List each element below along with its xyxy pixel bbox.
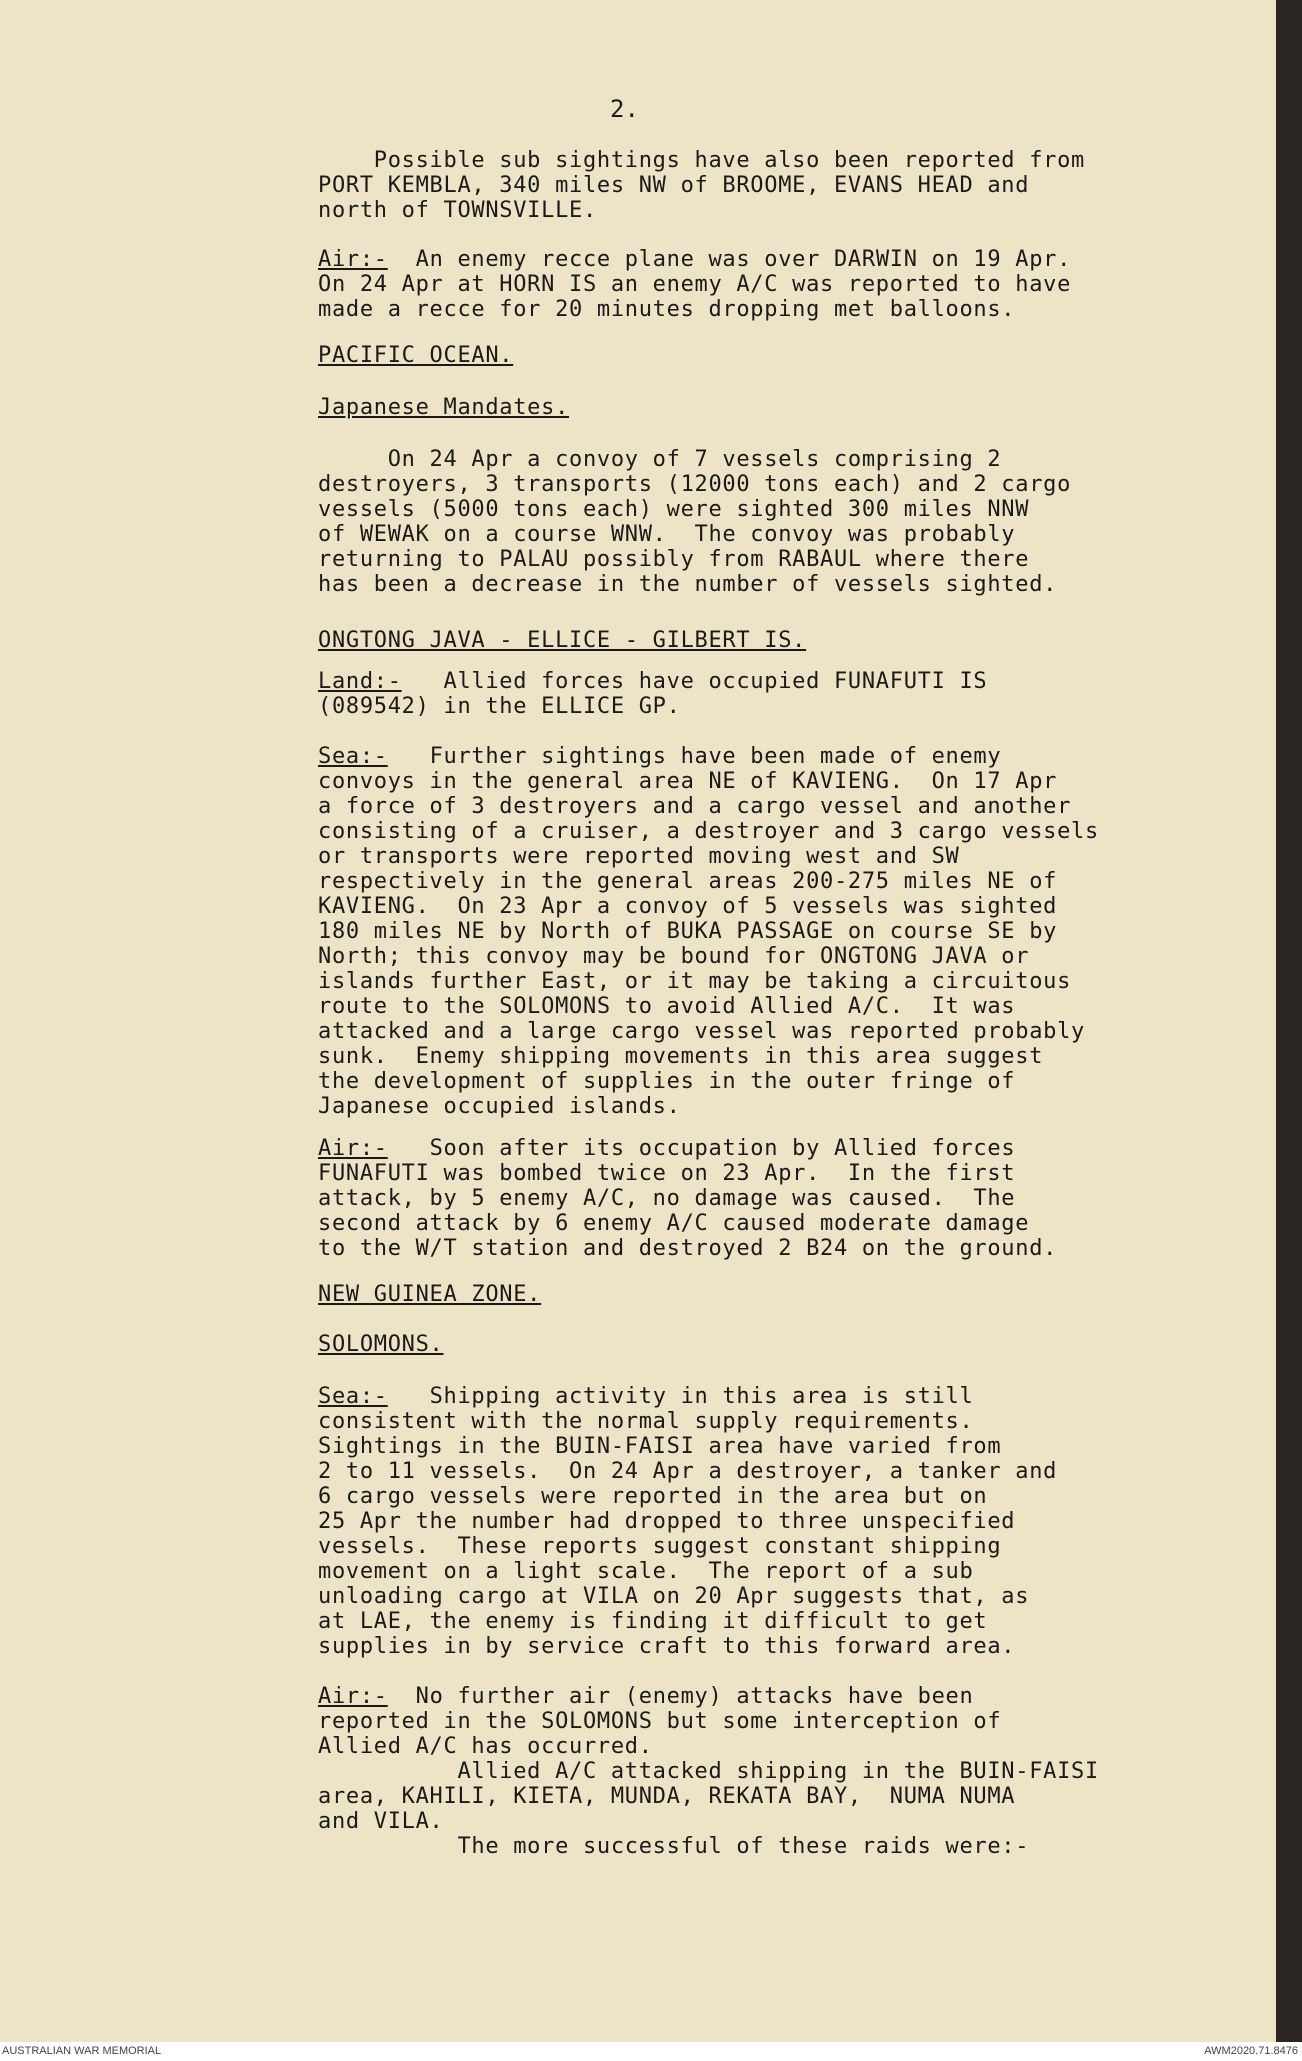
line-text: 180 miles NE by North of BUKA PASSAGE on course SE by: [318, 919, 1058, 944]
heading-text: PACIFIC OCEAN.: [318, 343, 514, 368]
paragraph: [318, 744, 1178, 1119]
paragraph-line: [318, 1509, 1178, 1534]
paragraph-line: [318, 1709, 1178, 1734]
line-text: KAVIENG. On 23 Apr a convoy of 5 vessels was sighted: [318, 894, 1058, 919]
paragraph-line: [318, 1211, 1178, 1236]
paragraph-line: [318, 1384, 1178, 1409]
line-text: Japanese occupied islands.: [318, 1094, 681, 1119]
paragraph-line: [318, 1409, 1178, 1434]
footer-accession-number: AWM2020.71.8476: [1204, 2045, 1298, 2057]
section-heading: [318, 1332, 1178, 1357]
paragraph-line: [318, 1136, 1178, 1161]
line-text: attack, by 5 enemy A/C, no damage was caused. The: [318, 1186, 1016, 1211]
section-heading: [318, 1282, 1178, 1307]
paragraph-line: [318, 794, 1178, 819]
paragraph-line: [318, 994, 1178, 1019]
line-text: FUNAFUTI was bombed twice on 23 Apr. In the first: [318, 1161, 1016, 1186]
paragraph-line: [318, 1759, 1178, 1784]
paragraph-line: [318, 1019, 1178, 1044]
paragraph-line: [318, 272, 1178, 297]
paragraph: [318, 1384, 1178, 1659]
paragraph-line: [318, 1834, 1178, 1859]
paragraph-line: [318, 894, 1178, 919]
line-text: and VILA.: [318, 1809, 444, 1834]
page-edge-shadow: [1276, 0, 1302, 2042]
paragraph-line: [318, 919, 1178, 944]
paragraph-line: [318, 1584, 1178, 1609]
line-text: North; this convoy may be bound for ONGTONG JAVA or: [318, 944, 1030, 969]
paragraph: [318, 1136, 1178, 1261]
line-text: or transports were reported moving west and SW: [318, 844, 960, 869]
paragraph-line: [318, 1094, 1178, 1119]
paragraph-line: [318, 1069, 1178, 1094]
paragraph-line: [318, 173, 1178, 198]
paragraph-line: [318, 944, 1178, 969]
paragraph-line: [318, 472, 1178, 497]
line-text: consisting of a cruiser, a destroyer and 3 cargo vessels: [318, 819, 1099, 844]
paragraph-line: [318, 1484, 1178, 1509]
footer: [0, 2042, 1302, 2061]
paragraph-line: [318, 1459, 1178, 1484]
line-text: reported in the SOLOMONS but some interception of: [318, 1709, 1002, 1734]
line-text: islands further East, or it may be taking a circuitous: [318, 969, 1072, 994]
paragraph-line: [318, 1559, 1178, 1584]
page-number: 2.: [610, 95, 639, 123]
paragraph-line: [318, 1186, 1178, 1211]
paragraph-line: [318, 819, 1178, 844]
line-text: vessels. These reports suggest constant shipping: [318, 1534, 1002, 1559]
heading-text: Japanese Mandates.: [318, 395, 570, 420]
line-text: the development of supplies in the outer fringe of: [318, 1069, 1016, 1094]
line-text: supplies in by service craft to this forward area.: [318, 1634, 1016, 1659]
paragraph-line: [318, 297, 1178, 322]
line-text: sunk. Enemy shipping movements in this area suggest: [318, 1044, 1044, 1069]
paragraph-line: [318, 1236, 1178, 1261]
line-text: Soon after its occupation by Allied forces: [387, 1136, 1016, 1161]
heading-text: NEW GUINEA ZONE.: [318, 1282, 542, 1307]
line-text: to the W/T station and destroyed 2 B24 on the ground.: [318, 1236, 1058, 1261]
line-text: second attack by 6 enemy A/C caused moderate damage: [318, 1211, 1030, 1236]
line-text: Further sightings have been made of enemy: [387, 744, 1002, 769]
paragraph-label: Sea:-: [318, 744, 388, 769]
line-text: at LAE, the enemy is finding it difficult to get: [318, 1609, 988, 1634]
paragraph-line: [318, 148, 1178, 173]
line-text: has been a decrease in the number of vessels sighted.: [318, 572, 1058, 597]
line-text: On 24 Apr a convoy of 7 vessels comprising 2: [318, 447, 1002, 472]
section-heading: [318, 628, 1178, 653]
paragraph-label: Air:-: [318, 1684, 388, 1709]
line-text: PORT KEMBLA, 340 miles NW of BROOME, EVANS HEAD and: [318, 173, 1030, 198]
paragraph-line: [318, 1534, 1178, 1559]
line-text: movement on a light scale. The report of a sub: [318, 1559, 974, 1584]
line-text: (089542) in the ELLICE GP.: [318, 694, 681, 719]
heading-text: ONGTONG JAVA - ELLICE - GILBERT IS.: [318, 628, 807, 653]
paragraph-line: [318, 869, 1178, 894]
line-text: route to the SOLOMONS to avoid Allied A/C. It was: [318, 994, 1016, 1019]
line-text: 6 cargo vessels were reported in the area but on: [318, 1484, 988, 1509]
paragraph-line: [318, 1434, 1178, 1459]
line-text: Allied forces have occupied FUNAFUTI IS: [401, 669, 988, 694]
paragraph: [318, 669, 1178, 719]
line-text: Allied A/C attacked shipping in the BUIN-FAISI: [318, 1759, 1099, 1784]
paragraph-label: Sea:-: [318, 1384, 388, 1409]
paragraph-line: [318, 1734, 1178, 1759]
section-heading: [318, 343, 1178, 368]
paragraph-line: [318, 669, 1178, 694]
paragraph-label: Land:-: [318, 669, 402, 694]
line-text: north of TOWNSVILLE.: [318, 198, 597, 223]
line-text: returning to PALAU possibly from RABAUL where there: [318, 547, 1030, 572]
line-text: area, KAHILI, KIETA, MUNDA, REKATA BAY, NUMA NUMA: [318, 1784, 1016, 1809]
paragraph-line: [318, 198, 1178, 223]
line-text: On 24 Apr at HORN IS an enemy A/C was reported to have: [318, 272, 1072, 297]
line-text: 2 to 11 vessels. On 24 Apr a destroyer, a tanker and: [318, 1459, 1058, 1484]
line-text: made a recce for 20 minutes dropping met balloons.: [318, 297, 1016, 322]
paragraph-line: [318, 694, 1178, 719]
line-text: of WEWAK on a course WNW. The convoy was probably: [318, 522, 1016, 547]
paragraph-line: [318, 1784, 1178, 1809]
line-text: a force of 3 destroyers and a cargo vessel and another: [318, 794, 1072, 819]
line-text: Possible sub sightings have also been reported from: [318, 148, 1085, 173]
paragraph-line: [318, 1044, 1178, 1069]
line-text: unloading cargo at VILA on 20 Apr suggests that, as: [318, 1584, 1030, 1609]
footer-institution: AUSTRALIAN WAR MEMORIAL: [2, 2045, 162, 2057]
paragraph-line: [318, 547, 1178, 572]
paragraph-line: [318, 1634, 1178, 1659]
paragraph-line: [318, 844, 1178, 869]
paragraph-line: [318, 247, 1178, 272]
line-text: convoys in the general area NE of KAVIENG. On 17 Apr: [318, 769, 1058, 794]
line-text: 25 Apr the number had dropped to three unspecified: [318, 1509, 1016, 1534]
paragraph: [318, 447, 1178, 597]
paragraph-line: [318, 969, 1178, 994]
line-text: Allied A/C has occurred.: [318, 1734, 653, 1759]
heading-text: SOLOMONS.: [318, 1332, 444, 1357]
paragraph: [318, 148, 1178, 223]
line-text: Sightings in the BUIN-FAISI area have varied from: [318, 1434, 1002, 1459]
paragraph-line: [318, 572, 1178, 597]
paragraph-line: [318, 1809, 1178, 1834]
line-text: vessels (5000 tons each) were sighted 300 miles NNW: [318, 497, 1030, 522]
paragraph-label: Air:-: [318, 247, 388, 272]
paragraph-line: [318, 447, 1178, 472]
paragraph-line: [318, 744, 1178, 769]
line-text: consistent with the normal supply requirements.: [318, 1409, 974, 1434]
line-text: Shipping activity in this area is still: [387, 1384, 974, 1409]
section-heading: [318, 395, 1178, 420]
paragraph-line: [318, 1609, 1178, 1634]
line-text: respectively in the general areas 200-275 miles NE of: [318, 869, 1058, 894]
paragraph-label: Air:-: [318, 1136, 388, 1161]
paragraph: [318, 247, 1178, 322]
line-text: An enemy recce plane was over DARWIN on 19 Apr.: [387, 247, 1072, 272]
line-text: attacked and a large cargo vessel was reported probably: [318, 1019, 1085, 1044]
line-text: No further air (enemy) attacks have been: [387, 1684, 974, 1709]
paragraph: [318, 1684, 1178, 1859]
paragraph-line: [318, 1684, 1178, 1709]
line-text: destroyers, 3 transports (12000 tons each) and 2 cargo: [318, 472, 1072, 497]
paragraph-line: [318, 769, 1178, 794]
paragraph-line: [318, 522, 1178, 547]
paragraph-line: [318, 1161, 1178, 1186]
paragraph-line: [318, 497, 1178, 522]
line-text: The more successful of these raids were:-: [318, 1834, 1030, 1859]
